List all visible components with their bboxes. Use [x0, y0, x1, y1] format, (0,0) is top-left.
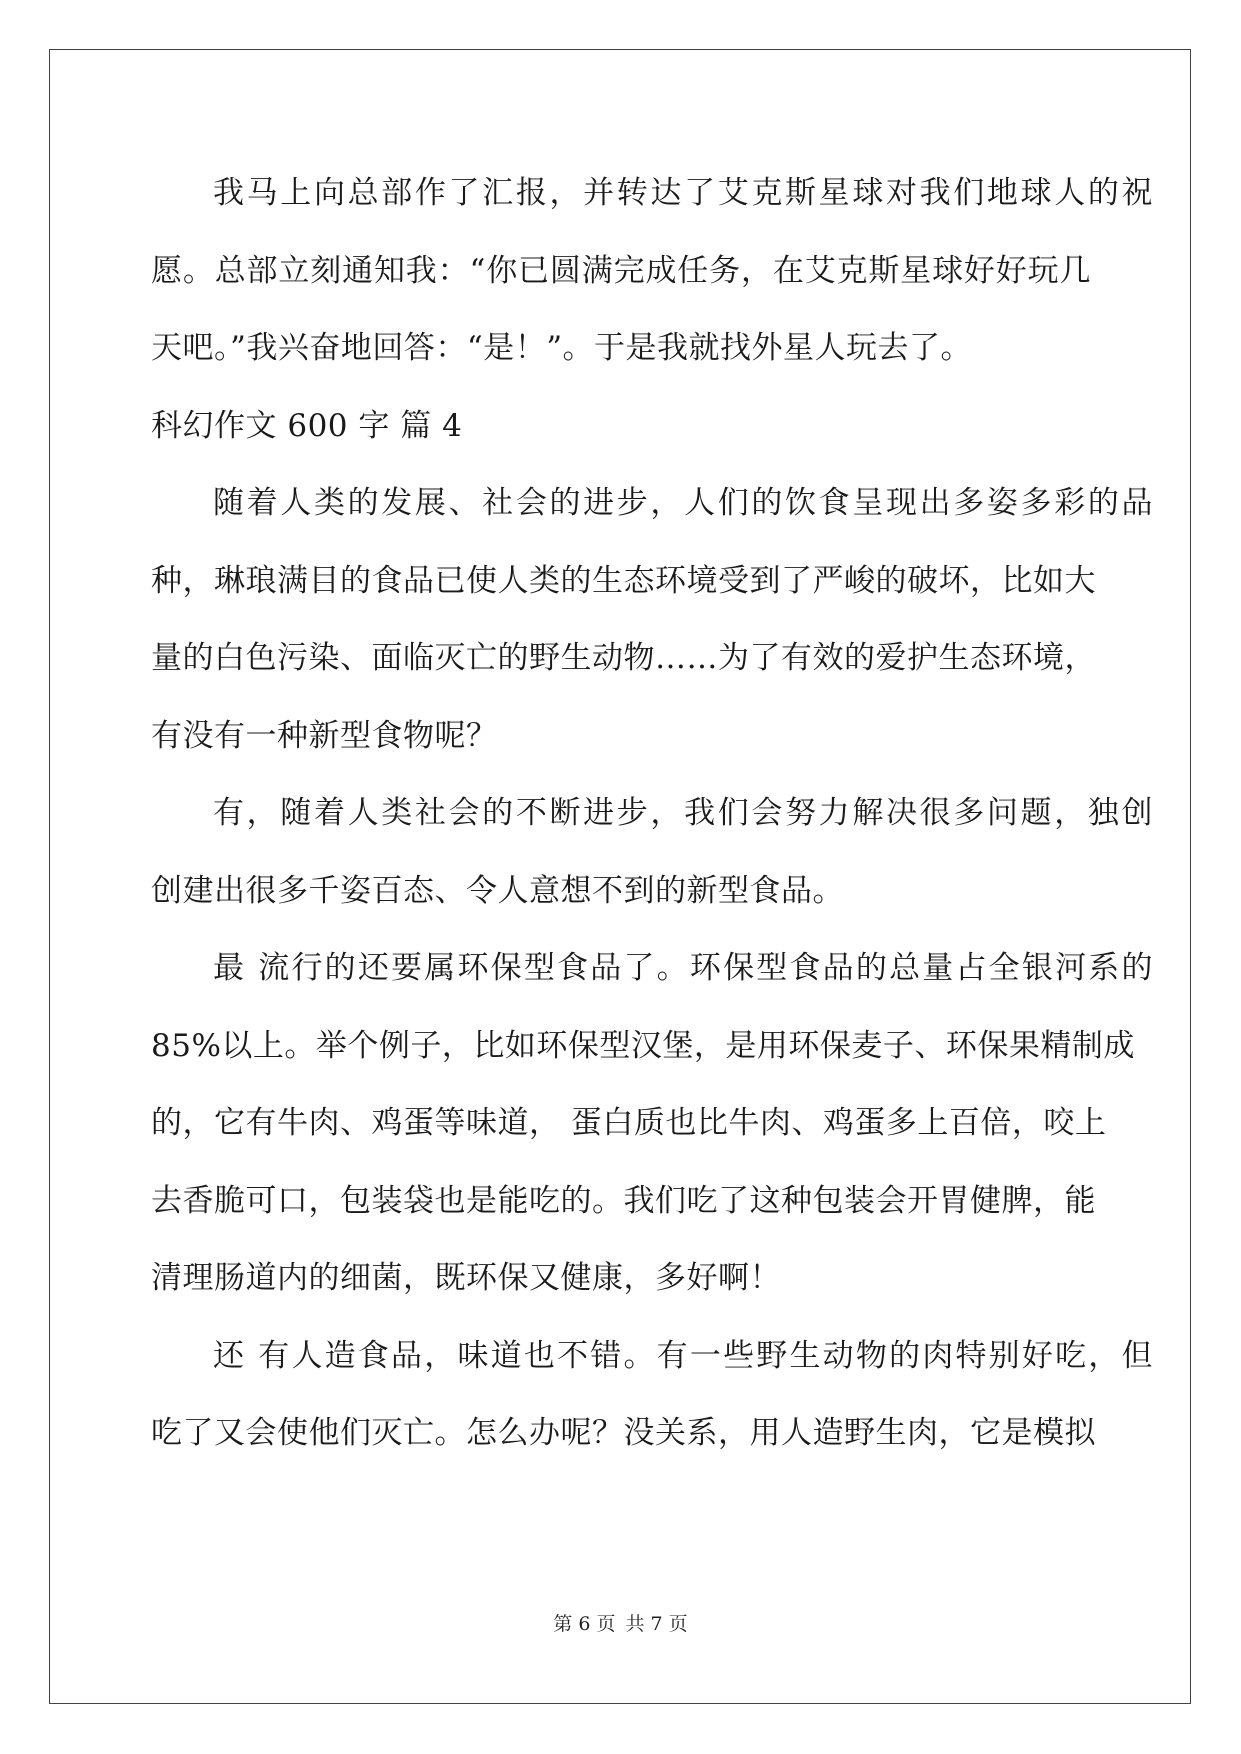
- text-line: 85%以上。举个例子，比如环保型汉堡，是用环保麦子、环保果精制成: [151, 1027, 1135, 1064]
- text-line: 天吧。”我兴奋地回答：“是！”。于是我就找外星人玩去了。: [151, 330, 973, 366]
- text-line: 有，随着人类社会的不断进步，我们会努力解决很多问题，独创: [213, 795, 1153, 831]
- text-line: 种，琳琅满目的食品已使人类的生态环境受到了严峻的破坏，比如大: [151, 562, 1096, 599]
- text-line: 去香脆可口，包装袋也是能吃的。我们吃了这种包装会开胃健脾，能: [151, 1182, 1096, 1219]
- text-line: 的，它有牛肉、鸡蛋等味道， 蛋白质也比牛肉、鸡蛋多上百倍，咬上: [151, 1105, 1107, 1141]
- text-line: 愿。总部立刻通知我：“你已圆满完成任务，在艾克斯星球好好玩几: [151, 252, 1091, 289]
- document-body: [151, 158, 1153, 1476]
- page-total: 共 7 页: [625, 1613, 688, 1635]
- page-footer: [0, 1609, 1241, 1636]
- text-line: 量的白色污染、面临灭亡的野生动物……为了有效的爱护生态环境，: [151, 640, 1096, 676]
- text-line: 清理肠道内的细菌，既环保又健康，多好啊！: [151, 1260, 781, 1296]
- text-line: 有没有一种新型食物呢？: [151, 717, 498, 754]
- text-line: 吃了又会使他们灭亡。怎么办呢？没关系，用人造野生肉，它是模拟: [151, 1415, 1096, 1451]
- text-line: 随着人类的发展、社会的进步，人们的饮食呈现出多姿多彩的品: [213, 485, 1153, 521]
- text-line: 我马上向总部作了汇报，并转达了艾克斯星球对我们地球人的祝: [213, 175, 1153, 211]
- page-number: 第 6 页: [553, 1613, 616, 1635]
- section-heading: 科幻作文 600 字 篇 4: [151, 407, 463, 444]
- text-line: 还 有人造食品，味道也不错。有一些野生动物的肉特别好吃，但: [213, 1337, 1153, 1374]
- text-line: 创建出很多千姿百态、令人意想不到的新型食品。: [151, 872, 844, 909]
- text-line: 最 流行的还要属环保型食品了。环保型食品的总量占全银河系的: [213, 950, 1153, 986]
